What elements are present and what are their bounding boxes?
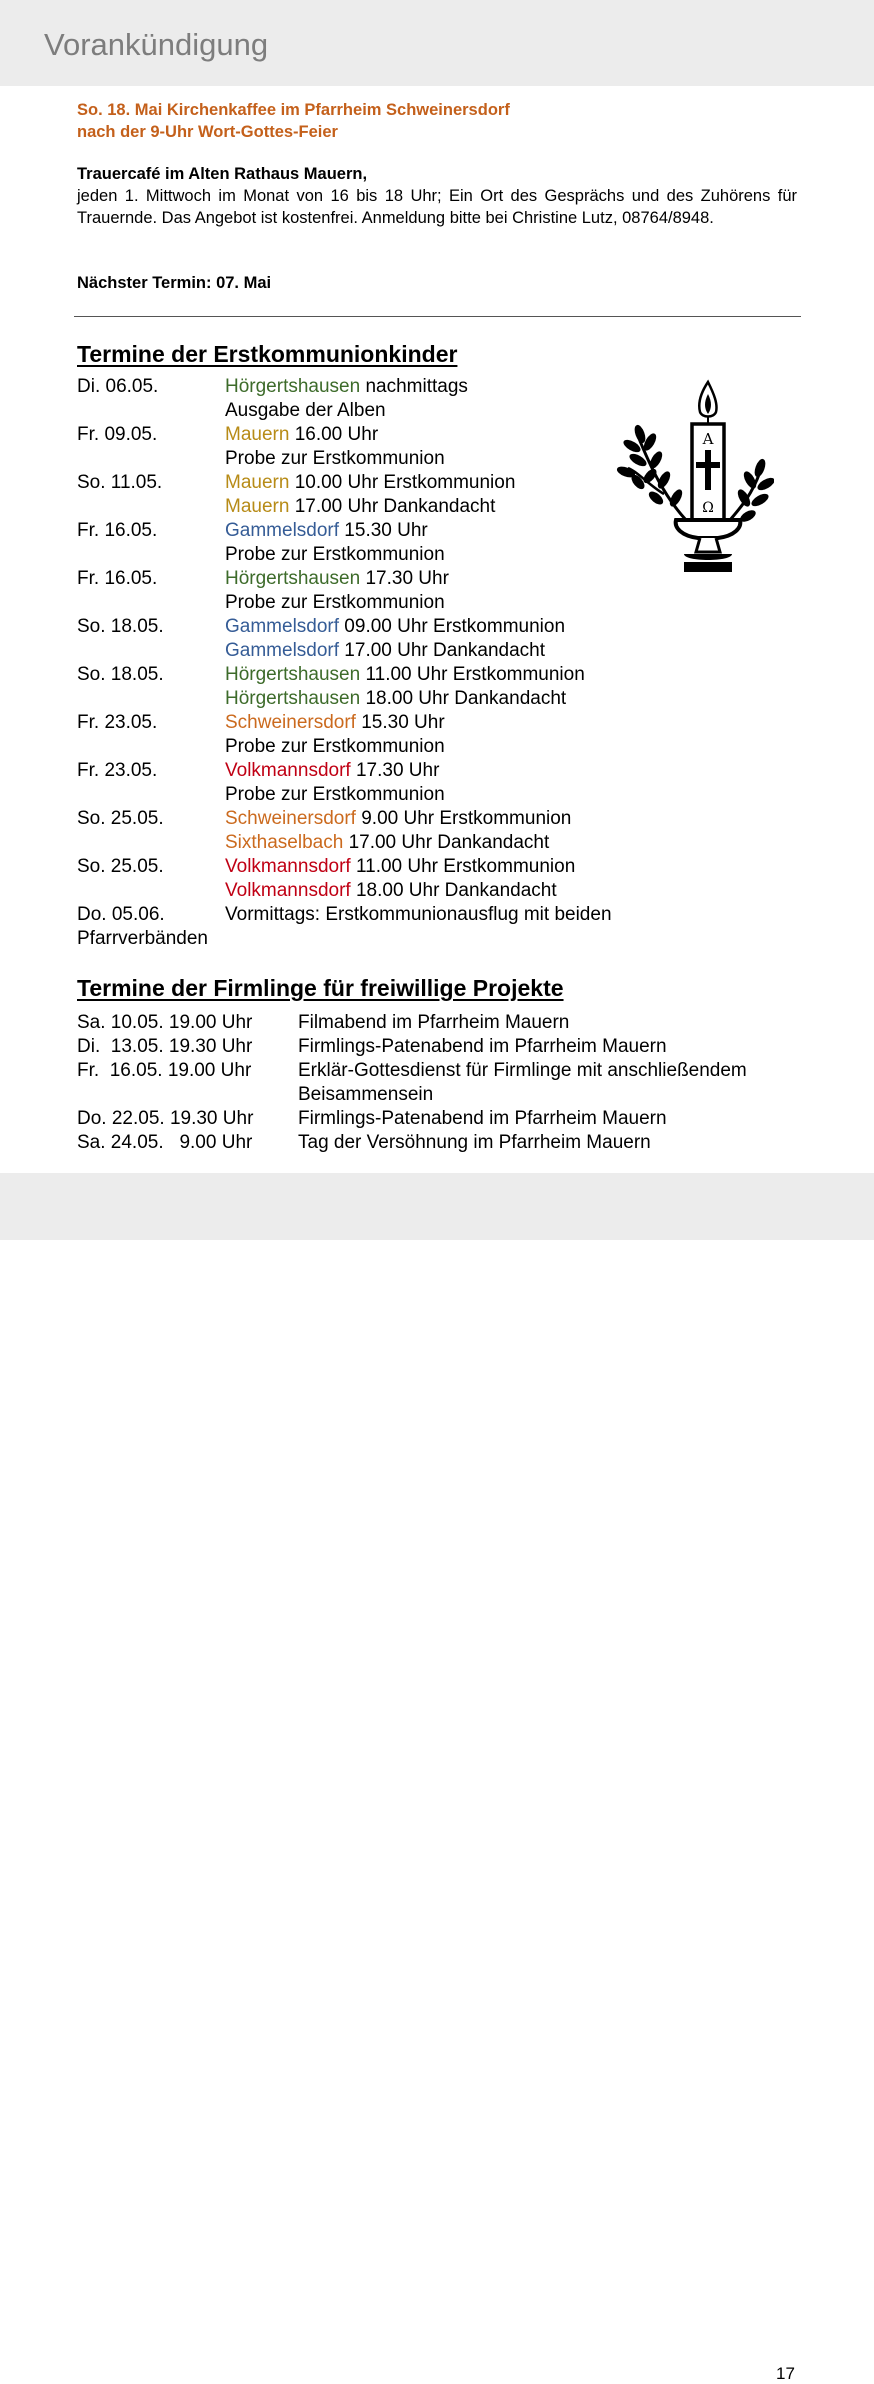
firmlinge-date: Fr. 16.05. 19.00 Uhr <box>77 1060 252 1081</box>
schedule-row <box>77 783 797 807</box>
ausflug-text-continued: Pfarrverbänden <box>77 928 208 949</box>
schedule-detail: 15.30 Uhr <box>355 712 445 733</box>
schedule-place: Gammelsdorf <box>225 520 340 541</box>
schedule-date: Fr. 16.05. <box>77 568 158 589</box>
schedule-entry <box>225 423 378 447</box>
schedule-detail: 09.00 Uhr Erstkommunion <box>339 616 566 637</box>
schedule-detail: 10.00 Uhr Erstkommunion <box>289 472 516 493</box>
schedule-entry <box>225 663 585 687</box>
schedule-row <box>77 591 797 615</box>
firmlinge-event: Erklär-Gottesdienst für Firmlinge mit anschließendem <box>298 1060 747 1081</box>
schedule-detail: 15.30 Uhr <box>339 520 428 541</box>
schedule-detail: Ausgabe der Alben <box>225 400 386 421</box>
ausflug-text: Vormittags: Erstkommunionausflug mit beiden <box>225 904 612 925</box>
schedule-row <box>77 831 797 855</box>
schedule-detail: nachmittags <box>360 376 468 397</box>
schedule-date: So. 25.05. <box>77 856 164 877</box>
schedule-detail: Probe zur Erstkommunion <box>225 592 445 613</box>
candle-bowl <box>676 520 741 538</box>
schedule-row-ausflug <box>77 903 797 951</box>
firmlinge-event: Filmabend im Pfarrheim Mauern <box>298 1012 570 1033</box>
schedule-place: Hörgertshausen <box>225 664 361 685</box>
schedule-date: So. 18.05. <box>77 616 164 637</box>
kirchenkaffee-line-2: nach der 9-Uhr Wort-Gottes-Feier <box>77 123 338 141</box>
schedule-entry <box>225 759 439 783</box>
firmlinge-event: Beisammensein <box>298 1084 434 1105</box>
schedule-place: Mauern <box>225 472 290 493</box>
schedule-detail: 17.30 Uhr <box>360 568 449 589</box>
schedule-detail: Probe zur Erstkommunion <box>225 544 445 565</box>
schedule-place: Mauern <box>225 424 290 445</box>
firmlinge-date: Sa. 10.05. 19.00 Uhr <box>77 1012 253 1033</box>
schedule-detail: 17.00 Uhr Dankandacht <box>343 832 550 853</box>
firmlinge-date: Do. 22.05. 19.30 Uhr <box>77 1108 254 1129</box>
schedule-entry <box>225 855 575 879</box>
trauercafe-next-date: Nächster Termin: 07. Mai <box>77 274 272 292</box>
schedule-date: Fr. 16.05. <box>77 520 158 541</box>
schedule-place: Schweinersdorf <box>225 808 356 829</box>
schedule-row <box>77 687 797 711</box>
schedule-entry <box>225 447 445 471</box>
kirchenkaffee-notice <box>77 99 510 143</box>
schedule-detail: 11.00 Uhr Erstkommunion <box>350 856 576 877</box>
schedule-detail: 17.30 Uhr <box>350 760 440 781</box>
schedule-place: Gammelsdorf <box>225 616 340 637</box>
schedule-entry <box>225 495 495 519</box>
schedule-date: Fr. 09.05. <box>77 424 158 445</box>
firmlinge-row <box>77 1107 817 1131</box>
schedule-detail: Probe zur Erstkommunion <box>225 448 445 469</box>
schedule-entry <box>225 711 445 735</box>
page-header <box>0 0 874 86</box>
left-olive-branch-icon <box>616 424 686 520</box>
schedule-entry <box>225 879 557 903</box>
schedule-entry <box>225 783 445 807</box>
schedule-date: Fr. 23.05. <box>77 712 158 733</box>
schedule-detail: 9.00 Uhr Erstkommunion <box>355 808 572 829</box>
schedule-detail: Probe zur Erstkommunion <box>225 736 445 757</box>
schedule-detail: 18.00 Uhr Dankandacht <box>360 688 567 709</box>
schedule-entry <box>225 807 571 831</box>
schedule-row <box>77 663 797 687</box>
schedule-entry <box>225 639 545 663</box>
schedule-row <box>77 759 797 783</box>
omega-symbol: Ω <box>702 500 714 516</box>
schedule-date: So. 25.05. <box>77 808 164 829</box>
schedule-detail: 17.00 Uhr Dankandacht <box>289 496 496 517</box>
schedule-place: Hörgertshausen <box>225 688 361 709</box>
schedule-date: So. 18.05. <box>77 664 164 685</box>
schedule-place: Schweinersdorf <box>225 712 356 733</box>
firmlinge-event: Firmlings-Patenabend im Pfarrheim Mauern <box>298 1036 667 1057</box>
trauercafe-body: jeden 1. Mittwoch im Monat von 16 bis 18 Uhr; Ein Ort des Gesprächs und des Zuhörens für Trauernde. Das Angebot ist kostenfrei. Anmeldung bitte bei Christine Lutz, 08764/8948. <box>77 187 797 227</box>
schedule-row <box>77 711 797 735</box>
schedule-entry <box>225 831 549 855</box>
section-divider <box>74 316 801 317</box>
schedule-entry <box>225 543 445 567</box>
schedule-place: Hörgertshausen <box>225 568 361 589</box>
firmlinge-row <box>77 1083 817 1107</box>
schedule-entry <box>225 471 515 495</box>
schedule-place: Volkmannsdorf <box>225 856 351 877</box>
schedule-detail: 11.00 Uhr Erstkommunion <box>360 664 585 685</box>
firmlinge-row <box>77 1131 817 1155</box>
kirchenkaffee-line-1: So. 18. Mai Kirchenkaffee im Pfarrheim Schweinersdorf <box>77 101 510 119</box>
erstkommunion-heading: Termine der Erstkommunionkinder <box>77 341 458 367</box>
firmlinge-heading: Termine der Firmlinge für freiwillige Projekte <box>77 975 564 1001</box>
schedule-date: So. 11.05. <box>77 472 163 493</box>
firmlinge-date: Di. 13.05. 19.30 Uhr <box>77 1036 253 1057</box>
firmlinge-schedule <box>77 1011 817 1155</box>
schedule-row <box>77 807 797 831</box>
alpha-symbol: A <box>702 430 714 448</box>
firmlinge-event: Tag der Versöhnung im Pfarrheim Mauern <box>298 1132 651 1153</box>
schedule-place: Volkmannsdorf <box>225 760 351 781</box>
firmlinge-date: Sa. 24.05. 9.00 Uhr <box>77 1132 253 1153</box>
section-heading: Vorankündigung <box>44 27 269 62</box>
schedule-detail: 18.00 Uhr Dankandacht <box>350 880 557 901</box>
schedule-date: Do. 05.06. <box>77 904 165 925</box>
schedule-entry <box>225 591 445 615</box>
schedule-detail: 17.00 Uhr Dankandacht <box>339 640 545 661</box>
schedule-date: Fr. 23.05. <box>77 760 158 781</box>
schedule-date: Di. 06.05. <box>77 376 159 397</box>
firmlinge-row <box>77 1035 817 1059</box>
schedule-detail: 16.00 Uhr <box>289 424 379 445</box>
schedule-entry <box>225 687 566 711</box>
firmlinge-row <box>77 1059 817 1083</box>
schedule-row <box>77 879 797 903</box>
schedule-place: Volkmannsdorf <box>225 880 351 901</box>
schedule-detail: Probe zur Erstkommunion <box>225 784 445 805</box>
page-number: 17 <box>776 2364 795 2383</box>
page-footer <box>0 1173 874 2383</box>
schedule-place: Hörgertshausen <box>225 376 361 397</box>
schedule-row <box>77 855 797 879</box>
schedule-entry <box>225 615 565 639</box>
schedule-place: Gammelsdorf <box>225 640 340 661</box>
communion-candle-emblem <box>614 376 774 576</box>
schedule-place: Mauern <box>225 496 290 517</box>
right-olive-branch-icon <box>730 458 774 523</box>
schedule-entry <box>225 567 449 591</box>
schedule-place: Sixthaselbach <box>225 832 344 853</box>
schedule-entry <box>225 399 386 423</box>
trauercafe-title: Trauercafé im Alten Rathaus Mauern, <box>77 165 368 183</box>
schedule-row <box>77 735 797 759</box>
schedule-entry <box>225 375 468 399</box>
schedule-row <box>77 639 797 663</box>
schedule-entry <box>225 735 445 759</box>
firmlinge-event: Firmlings-Patenabend im Pfarrheim Mauern <box>298 1108 667 1129</box>
firmlinge-row <box>77 1011 817 1035</box>
schedule-row <box>77 615 797 639</box>
schedule-entry <box>225 519 428 543</box>
